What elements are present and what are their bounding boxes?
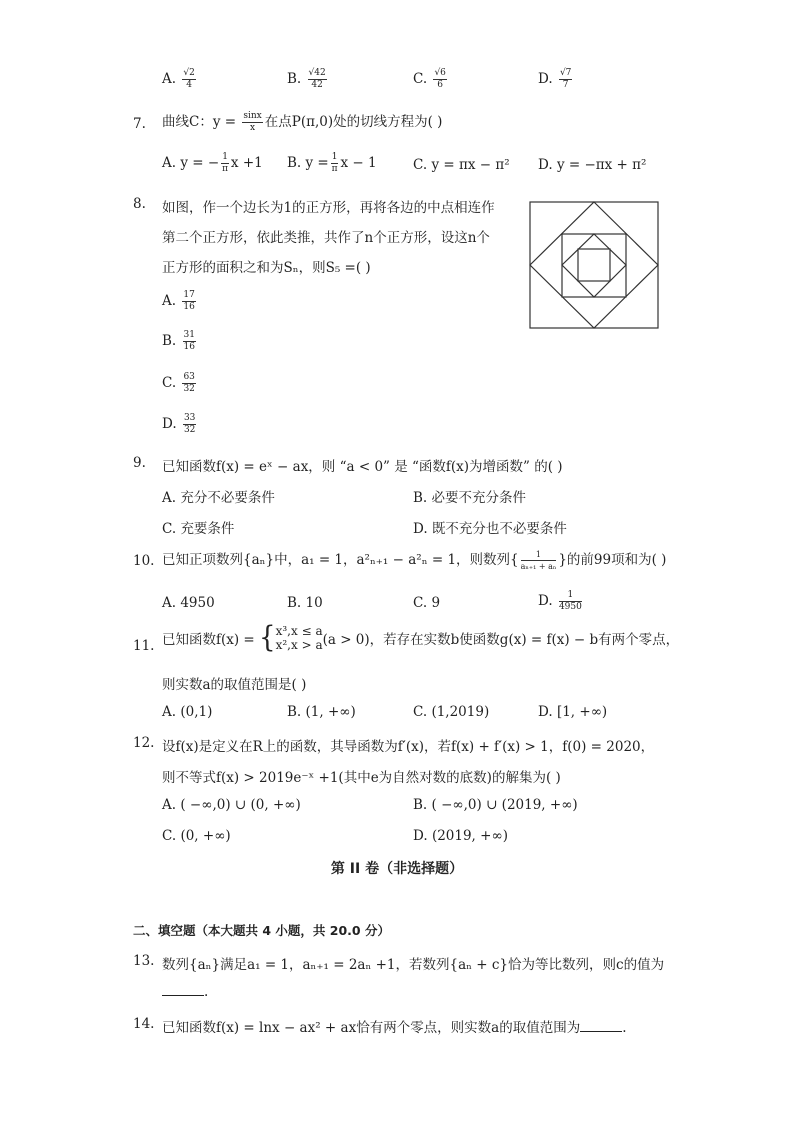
section-2-heading: 二、填空题（本大题共 4 小题，共 20.0 分） (133, 923, 390, 938)
question-stem-line-1: 设f(x)是定义在R上的函数，其导函数为f′(x)，若f(x) + f′(x) > 1，f(0) = 2020， (162, 739, 655, 755)
question-stem: 已知正项数列{aₙ}中，a₁ = 1，a²ₙ₊₁ − a²ₙ = 1，则数列{ $\frac{1}{\text{aₙ₊₁ + aₙ}}$ }的前99项和为( ) (162, 550, 667, 571)
q8-option-b: B. $\frac{31}{16}$ (162, 330, 195, 352)
q9-option-c: C. 充要条件 (162, 521, 235, 537)
part-2-title: 第 II 卷（非选择题） (330, 861, 464, 877)
answer-line: . (162, 983, 208, 1000)
question-stem-line-1: 如图，作一个边长为1的正方形，再将各边的中点相连作 (162, 200, 495, 216)
q11-option-d: D. [1, +∞) (538, 704, 608, 720)
q11-option-b: B. (1, +∞) (287, 704, 356, 720)
q10-option-b: B. 10 (287, 595, 323, 611)
q7-option-d: D. y = −πx + π² (538, 157, 647, 173)
q10-option-d: D. $\frac{1}{4950}$ (538, 590, 582, 612)
square-4 (562, 234, 626, 297)
q7-option-b: B. y = $\frac{1}{\pi}$ x − 1 (287, 152, 377, 174)
question-stem-line-2: 则不等式f(x) > 2019e⁻ˣ +1(其中e为自然对数的底数)的解集为( ) (162, 770, 561, 786)
q9-option-a: A. 充分不必要条件 (162, 490, 275, 506)
piecewise-cases: x³,x ≤ a x²,x > a (275, 624, 323, 652)
q11-option-a: A. (0,1) (162, 704, 213, 720)
left-brace: { (259, 621, 276, 655)
q6-option-c: C. $\frac{√6}{6}$ (413, 68, 446, 90)
q11-option-c: C. (1,2019) (413, 704, 490, 720)
question-number: 7. (133, 116, 146, 132)
question-stem: 已知函数f(x) = eˣ − ax，则 “a < 0” 是 “函数f(x)为增函数” 的( ) (162, 459, 563, 475)
square-1 (530, 202, 658, 328)
q9-option-b: B. 必要不充分条件 (413, 490, 527, 506)
q8-option-d: D. $\frac{33}{32}$ (162, 413, 196, 435)
nested-squares-figure (528, 200, 660, 330)
q7-option-a: A. y = − $\frac{1}{\pi}$ x +1 (162, 152, 263, 174)
question-number: 10. (133, 553, 155, 569)
question-number: 13. (133, 953, 155, 969)
q12-option-b: B. ( −∞,0) ∪ (2019, +∞) (413, 797, 578, 813)
q6-option-b: B. $\frac{√42}{42}$ (287, 68, 326, 90)
q6-option-d-fraction: $\frac{√7}{7}$ (559, 68, 572, 90)
q10-option-a: A. 4950 (162, 595, 215, 611)
square-5 (578, 249, 610, 281)
question-stem: 已知函数f(x) = { x³,x ≤ a x²,x > a (a > 0)，若存在实数b使函数g(x) = f(x) − b有两个零点， (162, 621, 680, 655)
question-stem-line-3: 正方形的面积之和为Sₙ，则S₅ =( ) (162, 260, 371, 276)
question-number: 9. (133, 455, 146, 471)
q10-option-c: C. 9 (413, 595, 441, 611)
q8-option-c: C. $\frac{63}{32}$ (162, 372, 195, 394)
square-2 (530, 202, 658, 328)
q6-option-a: A. $\frac{√2}{4}$ (162, 68, 195, 90)
q6-option-c-fraction: $\frac{√6}{6}$ (434, 68, 446, 90)
question-stem: 已知函数f(x) = lnx − ax² + ax恰有两个零点，则实数a的取值范围为 . (162, 1020, 627, 1036)
q6-option-d: D. $\frac{√7}{7}$ (538, 68, 572, 90)
question-number: 12. (133, 735, 155, 751)
stem-fraction: $\frac{\sin x}{x}$ (243, 111, 262, 133)
q8-option-a: A. $\frac{17}{16}$ (162, 290, 195, 312)
q6-option-a-fraction: $\frac{√2}{4}$ (183, 68, 195, 90)
question-number: 14. (133, 1016, 155, 1032)
q12-option-d: D. (2019, +∞) (413, 828, 508, 844)
q12-option-a: A. ( −∞,0) ∪ (0, +∞) (162, 797, 301, 813)
q6-option-b-fraction: $\frac{√42}{42}$ (308, 68, 326, 90)
square-3 (562, 234, 626, 297)
question-stem: 数列{aₙ}满足a₁ = 1，aₙ₊₁ = 2aₙ +1，若数列{aₙ + c}恰为等比数列，则c的值为 (162, 957, 665, 973)
question-number: 11. (133, 638, 155, 654)
q7-option-c: C. y = πx − π² (413, 157, 510, 173)
q12-option-c: C. (0, +∞) (162, 828, 231, 844)
answer-blank[interactable] (580, 1019, 622, 1032)
question-stem-line-2: 则实数a的取值范围是( ) (162, 677, 307, 693)
question-stem: 曲线C：y = $\frac{\sin x}{x}$ 在点P(π,0)处的切线方程为( ) (162, 111, 443, 133)
question-number: 8. (133, 196, 146, 212)
question-stem-line-2: 第二个正方形，依此类推，共作了n个正方形，设这n个 (162, 230, 490, 246)
q9-option-d: D. 既不充分也不必要条件 (413, 521, 567, 537)
answer-blank[interactable] (162, 983, 204, 996)
